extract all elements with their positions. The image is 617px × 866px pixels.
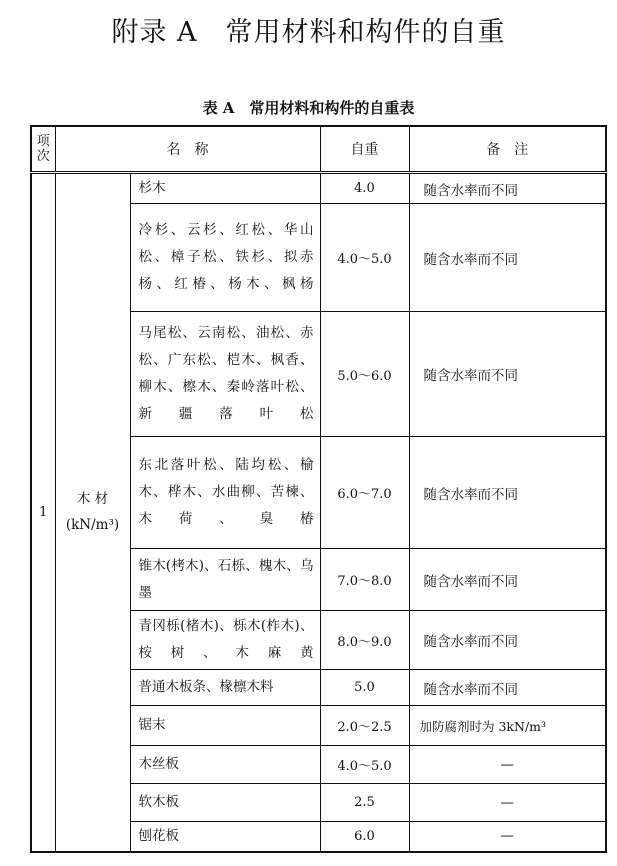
header-note: 备 注 — [409, 126, 606, 173]
material-note: 随含水率而不同 — [409, 437, 606, 549]
material-note: 随含水率而不同 — [409, 611, 606, 670]
material-weight: 4.0 — [320, 173, 409, 204]
material-note: 随含水率而不同 — [409, 204, 606, 312]
material-name: 软木板 — [130, 784, 320, 822]
material-note: — — [409, 784, 606, 822]
material-name: 锥木(栲木)、石栎、槐木、乌墨 — [130, 549, 320, 611]
material-weight: 5.0 — [320, 670, 409, 706]
material-note: 随含水率而不同 — [409, 312, 606, 437]
material-name: 锯末 — [130, 706, 320, 746]
material-weight: 6.0 — [320, 822, 409, 852]
material-name: 青冈栎(楮木)、栎木(柞木)、桉树、木麻黄 — [130, 611, 320, 670]
material-name: 冷杉、云杉、红松、华山松、樟子松、铁杉、拟赤杨、红椿、杨木、枫杨 — [130, 204, 320, 312]
material-note: 随含水率而不同 — [409, 173, 606, 204]
material-note: — — [409, 822, 606, 852]
material-weight: 8.0～9.0 — [320, 611, 409, 670]
material-weight-table — [30, 125, 607, 853]
material-name: 杉木 — [130, 173, 320, 204]
material-name: 马尾松、云南松、油松、赤松、广东松、桤木、枫香、柳木、檫木、秦岭落叶松、新疆落叶松 — [130, 312, 320, 437]
material-note: 随含水率而不同 — [409, 549, 606, 611]
material-weight: 2.0～2.5 — [320, 706, 409, 746]
category-name: 木 材 — [76, 491, 109, 508]
header-weight: 自重 — [320, 126, 409, 173]
material-note: 加防腐剂时为 3kN/m³ — [409, 706, 606, 746]
header-row — [31, 126, 606, 173]
group-category — [55, 173, 130, 852]
material-name: 普通木板条、椽檩木料 — [130, 670, 320, 706]
material-note: 随含水率而不同 — [409, 670, 606, 706]
material-weight: 7.0～8.0 — [320, 549, 409, 611]
material-weight: 6.0～7.0 — [320, 437, 409, 549]
group-index: 1 — [31, 173, 55, 852]
material-weight: 4.0～5.0 — [320, 746, 409, 784]
table-row — [31, 173, 606, 204]
material-weight: 2.5 — [320, 784, 409, 822]
material-note: — — [409, 746, 606, 784]
table-caption: 表 A 常用材料和构件的自重表 — [202, 99, 415, 117]
material-weight: 5.0～6.0 — [320, 312, 409, 437]
header-index: 项次 — [31, 126, 55, 173]
category-unit: (kN/m³) — [65, 517, 120, 534]
material-weight: 4.0～5.0 — [320, 204, 409, 312]
material-name: 木丝板 — [130, 746, 320, 784]
material-name: 刨花板 — [130, 822, 320, 852]
appendix-title: 附录 A 常用材料和构件的自重 — [111, 17, 506, 48]
material-name: 东北落叶松、陆均松、榆木、桦木、水曲柳、苦楝、木荷、臭椿 — [130, 437, 320, 549]
header-name: 名 称 — [55, 126, 320, 173]
